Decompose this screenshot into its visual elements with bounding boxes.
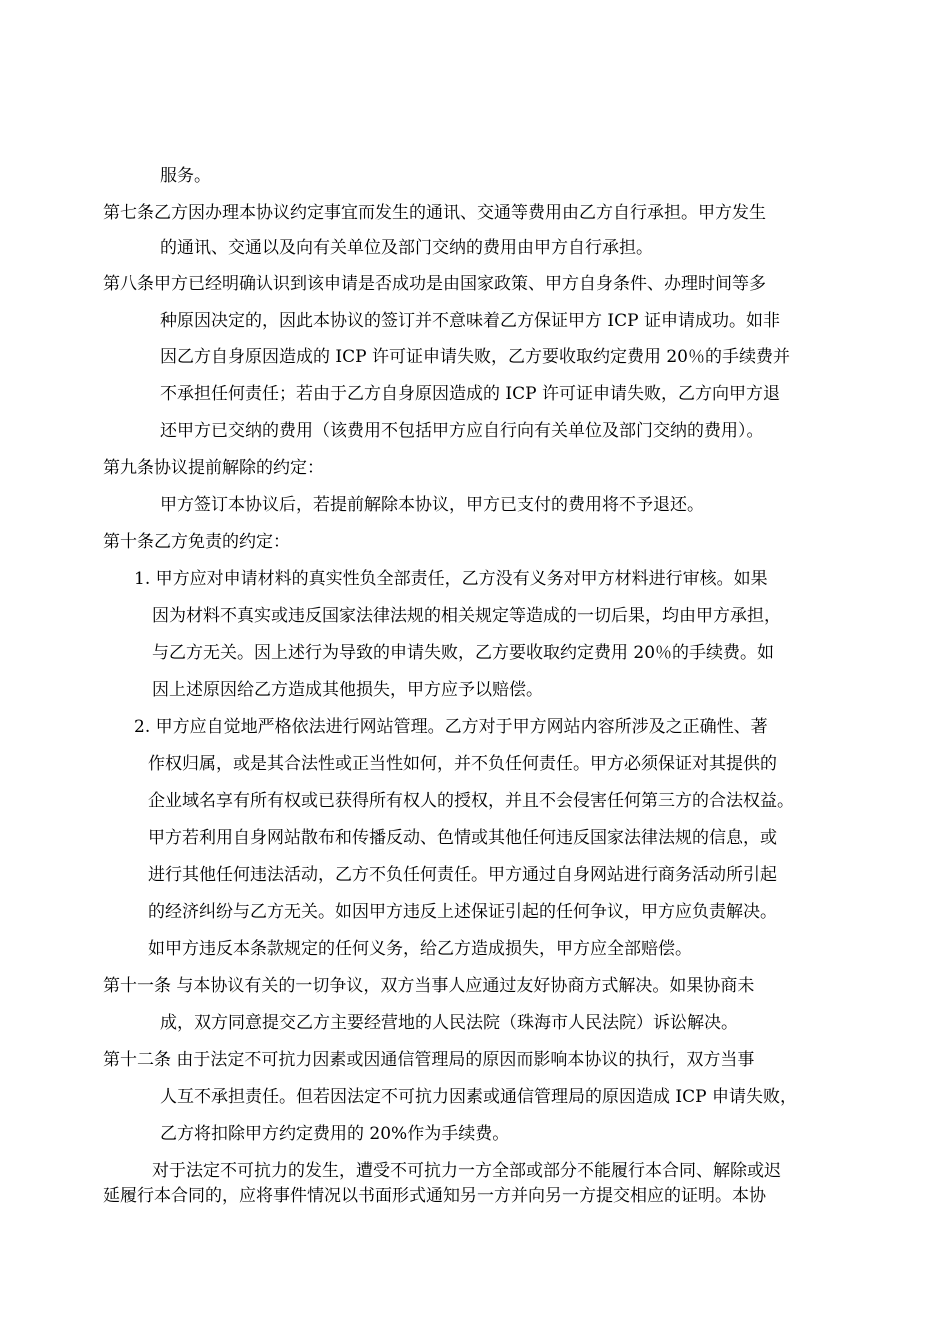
text-line: 因乙方自身原因造成的 ICP 许可证申请失败，乙方要收取约定费用 20％的手续费并 bbox=[160, 347, 791, 367]
text-line: 的通讯、交通以及向有关单位及部门交纳的费用由甲方自行承担。 bbox=[160, 238, 653, 258]
text-line: 如甲方违反本条款规定的任何义务，给乙方造成损失，甲方应全部赔偿。 bbox=[148, 939, 692, 959]
text-line: 不承担任何责任；若由于乙方自身原因造成的 ICP 许可证申请失败，乙方向甲方退 bbox=[160, 384, 780, 404]
text-line: 对于法定不可抗力的发生，遭受不可抗力一方全部或部分不能履行本合同、解除或迟 bbox=[152, 1161, 781, 1181]
text-line: 因为材料不真实或违反国家法律法规的相关规定等造成的一切后果，均由甲方承担， bbox=[152, 606, 781, 626]
text-line: 因上述原因给乙方造成其他损失，甲方应予以赔偿。 bbox=[152, 680, 543, 700]
clause-12-heading-line: 第十二条 由于法定不可抗力因素或因通信管理局的原因而影响本协议的执行，双方当事 bbox=[103, 1050, 755, 1070]
text-line: 的经济纠纷与乙方无关。如因甲方违反上述保证引起的任何争议，甲方应负责解决。 bbox=[148, 902, 777, 922]
text-line: 作权归属，或是其合法性或正当性如何，并不负任何责任。甲方必须保证对其提供的 bbox=[148, 754, 777, 774]
text-line: 还甲方已交纳的费用（该费用不包括甲方应自行向有关单位及部门交纳的费用）。 bbox=[160, 421, 764, 441]
text-line: 延履行本合同的，应将事件情况以书面形式通知另一方并向另一方提交相应的证明。本协 bbox=[103, 1186, 766, 1206]
text-line: 企业域名享有所有权或已获得所有权人的授权，并且不会侵害任何第三方的合法权益。 bbox=[148, 791, 794, 811]
text-line: 进行其他任何违法活动，乙方不负任何责任。甲方通过自身网站进行商务活动所引起 bbox=[148, 865, 777, 885]
clause-10-heading-line: 第十条乙方免责的约定： bbox=[103, 532, 290, 552]
clause-7-heading-line: 第七条乙方因办理本协议约定事宜而发生的通讯、交通等费用由乙方自行承担。甲方发生 bbox=[103, 203, 766, 223]
clause-9-heading-line: 第九条协议提前解除的约定： bbox=[103, 458, 324, 478]
text-line: 甲方若利用自身网站散布和传播反动、色情或其他任何违反国家法律法规的信息，或 bbox=[148, 828, 777, 848]
text-line: 服务。 bbox=[160, 166, 211, 186]
list-item-1-line: 1. 甲方应对申请材料的真实性负全部责任，乙方没有义务对甲方材料进行审核。如果 bbox=[134, 569, 768, 589]
text-line: 乙方将扣除甲方约定费用的 20%作为手续费。 bbox=[160, 1124, 510, 1144]
clause-11-heading-line: 第十一条 与本协议有关的一切争议，双方当事人应通过友好协商方式解决。如果协商未 bbox=[103, 976, 755, 996]
text-line: 成，双方同意提交乙方主要经营地的人民法院（珠海市人民法院）诉讼解决。 bbox=[160, 1013, 738, 1033]
clause-8-heading-line: 第八条甲方已经明确认识到该申请是否成功是由国家政策、甲方自身条件、办理时间等多 bbox=[103, 274, 766, 294]
text-line: 甲方签订本协议后，若提前解除本协议，甲方已支付的费用将不予退还。 bbox=[160, 495, 704, 515]
text-line: 与乙方无关。因上述行为导致的申请失败，乙方要收取约定费用 20％的手续费。如 bbox=[152, 643, 775, 663]
text-line: 种原因决定的，因此本协议的签订并不意味着乙方保证甲方 ICP 证申请成功。如非 bbox=[160, 311, 780, 331]
list-item-2-line: 2. 甲方应自觉地严格依法进行网站管理。乙方对于甲方网站内容所涉及之正确性、著 bbox=[134, 717, 768, 737]
text-line: 人互不承担责任。但若因法定不可抗力因素或通信管理局的原因造成 ICP 申请失败， bbox=[160, 1087, 797, 1107]
